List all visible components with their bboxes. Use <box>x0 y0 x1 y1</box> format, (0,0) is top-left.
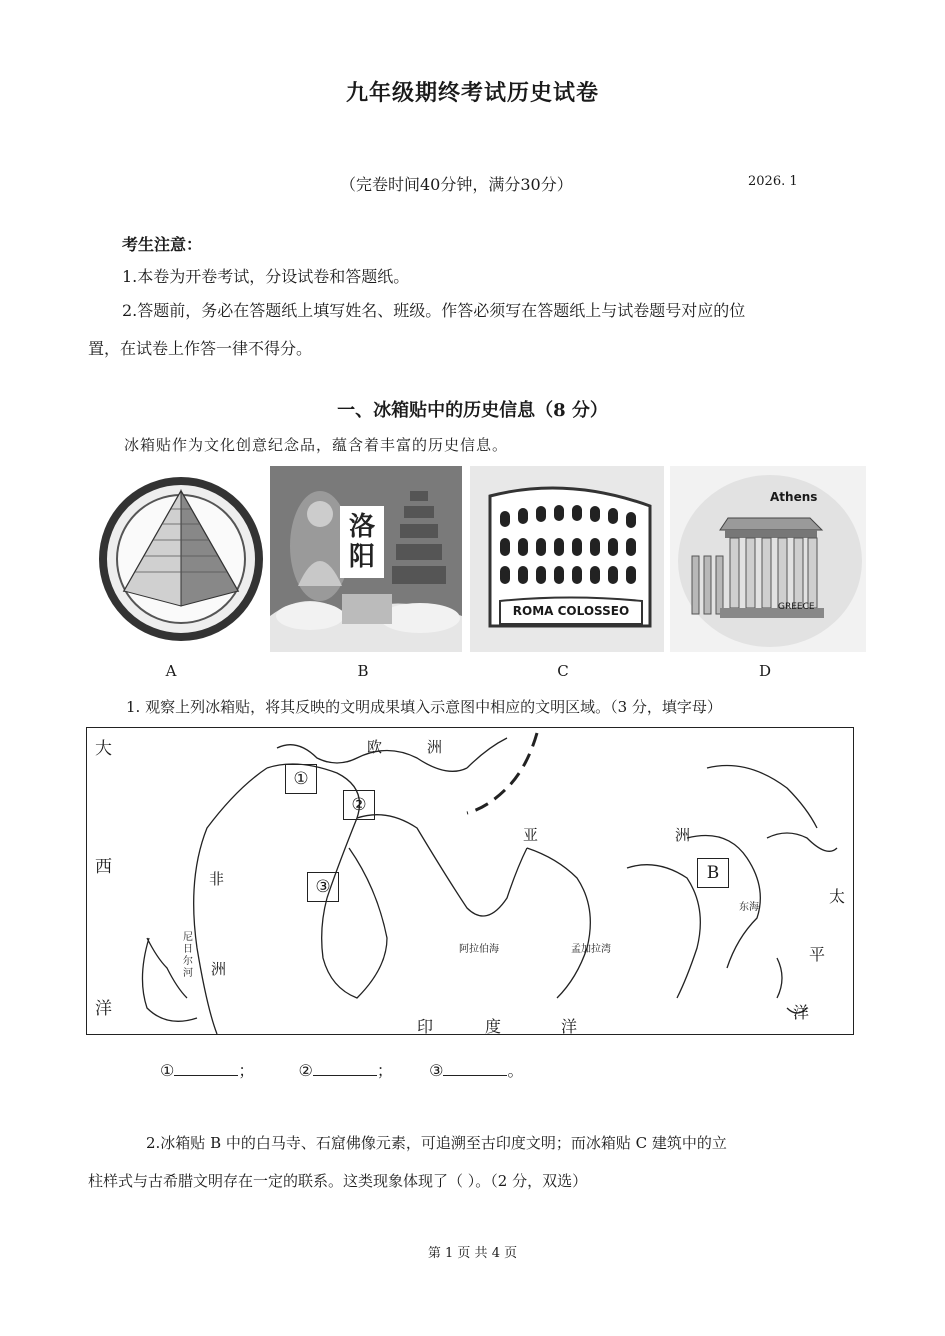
answer-label-3: ③ <box>429 1061 444 1080</box>
question-1-answer-blanks <box>160 1058 523 1081</box>
map-label-ya: 亚 <box>523 826 539 844</box>
answer-label-2: ② <box>298 1061 313 1080</box>
magnet-b-luoyang-image <box>270 466 462 652</box>
luoyang-text: 洛阳 <box>348 512 375 572</box>
answer-end: 。 <box>507 1061 524 1080</box>
map-label-du: 度 <box>485 1017 502 1036</box>
map-label-xi: 西 <box>95 857 112 877</box>
map-label-ou: 欧 <box>367 738 383 756</box>
athens-text: Athens <box>770 490 818 504</box>
map-label-arabian-sea: 阿拉伯海 <box>459 944 499 955</box>
map-label-niger-river: 尼日尔河 <box>183 932 193 979</box>
map-box-1: ① <box>285 764 317 794</box>
notice-heading: 考生注意： <box>122 235 203 254</box>
caption-a: A <box>165 662 177 680</box>
question-2-line2: 柱样式与古希腊文明存在一定的联系。这类现象体现了（ ）。（2 分，双选） <box>88 1172 588 1190</box>
world-map-diagram <box>86 727 854 1035</box>
map-label-fei: 非 <box>209 870 225 888</box>
caption-b: B <box>357 662 369 680</box>
map-label-yang-indian: 洋 <box>561 1017 578 1036</box>
page-footer: 第 1 页 共 4 页 <box>427 1246 518 1261</box>
answer-label-1: ① <box>160 1061 175 1080</box>
answer-blank-2[interactable] <box>313 1061 377 1076</box>
exam-title: 九年级期终考试历史试卷 <box>345 80 599 106</box>
answer-blank-3[interactable] <box>443 1061 507 1076</box>
question-1-text: 1. 观察上列冰箱贴，将其反映的文明成果填入示意图中相应的文明区域。（3 分，填字母） <box>126 698 722 716</box>
map-box-3: ③ <box>307 872 339 902</box>
caption-d: D <box>758 662 772 680</box>
answer-sep-1: ； <box>238 1061 255 1080</box>
map-label-yang-atlantic: 洋 <box>95 999 112 1019</box>
notice-item-2-line2: 置，在试卷上作答一律不得分。 <box>88 339 313 358</box>
map-label-ping: 平 <box>809 945 826 964</box>
map-box-b: B <box>697 858 729 888</box>
map-label-yin: 印 <box>417 1017 434 1036</box>
exam-date: 2026. 1 <box>748 174 798 189</box>
section-1-intro: 冰箱贴作为文化创意纪念品，蕴含着丰富的历史信息。 <box>124 436 509 454</box>
map-label-zhou-europe: 洲 <box>427 738 443 756</box>
map-label-zhou-africa: 洲 <box>211 960 227 978</box>
magnet-d-parthenon-image <box>670 466 866 652</box>
magnet-c-colosseum-image <box>470 466 664 652</box>
map-label-zhou-asia: 洲 <box>675 826 691 844</box>
greece-text: GREECE <box>778 602 815 612</box>
caption-c: C <box>557 662 569 680</box>
magnet-a-pyramid-image <box>96 466 266 652</box>
map-outline <box>87 728 853 1034</box>
map-label-yang-pacific: 洋 <box>793 1003 810 1022</box>
map-label-tai: 太 <box>829 887 846 906</box>
map-label-bay-of-bengal: 孟加拉湾 <box>571 944 611 955</box>
answer-sep-2: ； <box>376 1061 393 1080</box>
map-label-da: 大 <box>95 739 112 759</box>
section-1-title: 一、冰箱贴中的历史信息（8 分） <box>337 400 608 421</box>
notice-item-1: 1.本卷为开卷考试，分设试卷和答题纸。 <box>122 267 410 286</box>
notice-item-2-line1: 2.答题前，务必在答题纸上填写姓名、班级。作答必须写在答题纸上与试卷题号对应的位 <box>122 301 746 320</box>
map-label-east-china-sea: 东海 <box>739 902 759 913</box>
answer-blank-1[interactable] <box>174 1061 238 1076</box>
colosseum-text: ROMA COLOSSEO <box>512 604 630 618</box>
question-2-line1: 2.冰箱贴 B 中的白马寺、石窟佛像元素，可追溯至古印度文明；而冰箱贴 C 建筑中的立 <box>146 1134 727 1152</box>
exam-subtitle: （完卷时间40分钟，满分30分） <box>340 175 573 194</box>
map-box-2: ② <box>343 790 375 820</box>
